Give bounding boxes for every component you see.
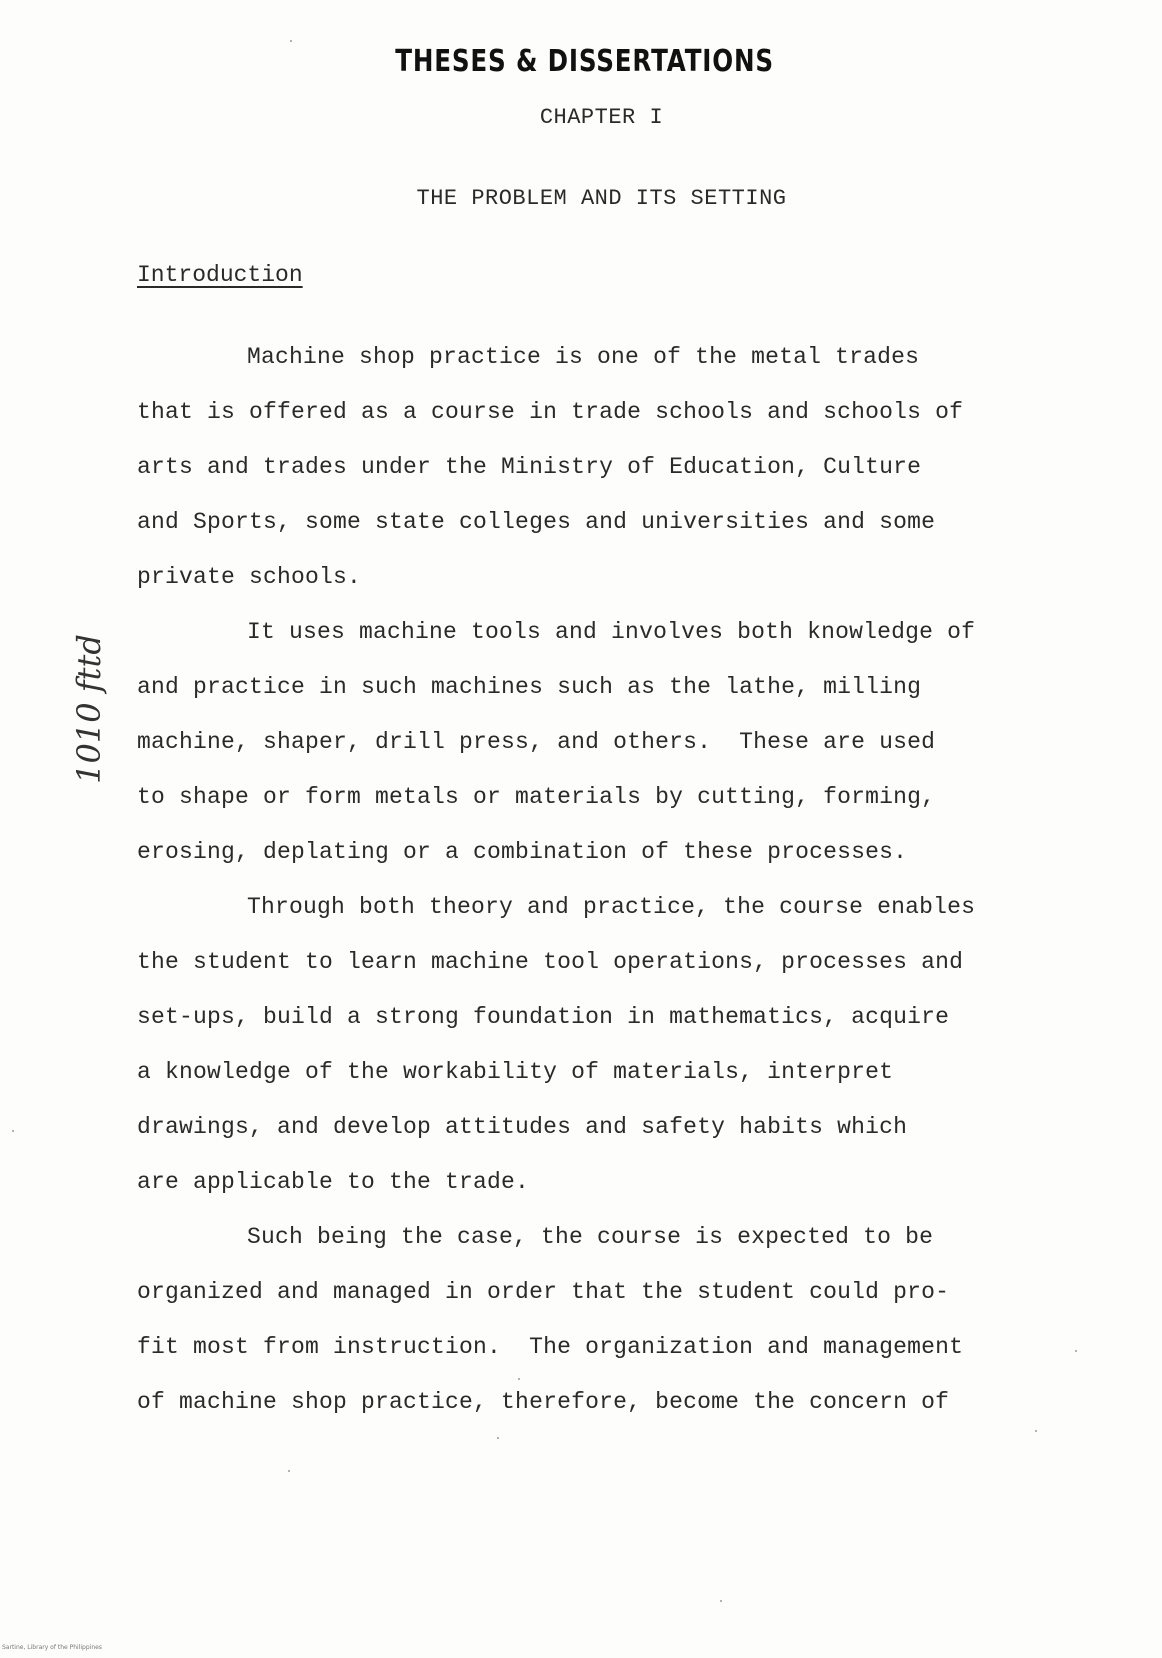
handwritten-margin-note: 1010 fttd [69,634,108,784]
scan-speck [720,1600,722,1602]
text-line: a knowledge of the workability of materials, interpret [137,1059,894,1085]
scan-speck [290,40,292,42]
text-line: to shape or form metals or materials by cutting, forming, [137,784,936,810]
chapter-number: CHAPTER I [539,105,664,130]
text-line: arts and trades under the Ministry of Education, Culture [137,454,922,480]
text-line: fit most from instruction. The organization and management [137,1334,964,1360]
section-heading-introduction: Introduction [137,262,303,288]
text-line: erosing, deplating or a combination of these processes. [137,839,908,865]
text-line: Machine shop practice is one of the metal trades [247,344,920,370]
text-line: private schools. [137,564,362,590]
scan-speck [12,1130,14,1132]
text-line: organized and managed in order that the student could pro- [137,1279,950,1305]
text-line: and Sports, some state colleges and universities and some [137,509,936,535]
scan-speck [1075,1350,1077,1352]
scan-speck [497,1437,499,1439]
text-line: set-ups, build a strong foundation in mathematics, acquire [137,1004,950,1030]
text-line: the student to learn machine tool operations, processes and [137,949,964,975]
text-line: Through both theory and practice, the course enables [247,894,976,920]
scan-speck [1035,1430,1037,1432]
theses-dissertations-stamp: THESES & DISSERTATIONS [395,44,774,79]
scan-speck [518,1378,520,1380]
chapter-title: THE PROBLEM AND ITS SETTING [416,186,787,211]
text-line: of machine shop practice, therefore, become the concern of [137,1389,950,1415]
text-line: that is offered as a course in trade schools and schools of [137,399,964,425]
text-line: are applicable to the trade. [137,1169,530,1195]
text-line: and practice in such machines such as the lathe, milling [137,674,922,700]
text-line: It uses machine tools and involves both knowledge of [247,619,976,645]
footer-scan-imprint: Sartine, Library of the Philippines [2,1644,102,1651]
scan-speck [288,1470,290,1472]
text-line: machine, shaper, drill press, and others. These are used [137,729,936,755]
body-text [137,330,1077,1430]
text-line: Such being the case, the course is expected to be [247,1224,934,1250]
text-line: drawings, and develop attitudes and safety habits which [137,1114,908,1140]
